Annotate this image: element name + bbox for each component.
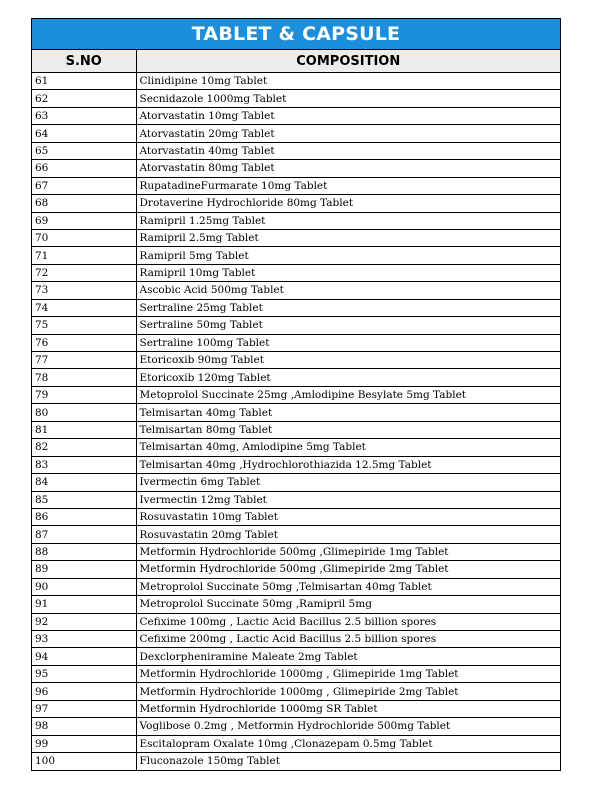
serial-number-cell: 75	[32, 317, 136, 334]
table-row	[32, 648, 560, 665]
serial-number-cell: 74	[32, 299, 136, 316]
composition-cell: Metroprolol Succinate 50mg ,Ramipril 5mg	[136, 596, 560, 613]
serial-number-cell: 73	[32, 282, 136, 299]
composition-cell: Ivermectin 6mg Tablet	[136, 474, 560, 491]
composition-cell: Secnidazole 1000mg Tablet	[136, 90, 560, 107]
composition-cell: Metformin Hydrochloride 500mg ,Glimepiride 1mg Tablet	[136, 543, 560, 560]
composition-cell: Metroprolol Succinate 50mg ,Telmisartan 40mg Tablet	[136, 578, 560, 595]
serial-number-cell: 94	[32, 648, 136, 665]
serial-number-cell: 85	[32, 491, 136, 508]
serial-number-cell: 71	[32, 247, 136, 264]
column-header-composition: COMPOSITION	[136, 50, 560, 73]
table-row	[32, 73, 560, 90]
column-header-sno: S.NO	[32, 50, 136, 73]
page-title: TABLET & CAPSULE	[32, 19, 560, 50]
serial-number-cell: 64	[32, 125, 136, 142]
table-row	[32, 177, 560, 194]
composition-cell: Atorvastatin 80mg Tablet	[136, 160, 560, 177]
serial-number-cell: 80	[32, 404, 136, 421]
composition-cell: Sertraline 100mg Tablet	[136, 334, 560, 351]
composition-cell: Etoricoxib 120mg Tablet	[136, 369, 560, 386]
serial-number-cell: 89	[32, 561, 136, 578]
table-row	[32, 264, 560, 281]
serial-number-cell: 90	[32, 578, 136, 595]
serial-number-cell: 100	[32, 753, 136, 770]
table-row	[32, 700, 560, 717]
composition-cell: Telmisartan 40mg, Amlodipine 5mg Tablet	[136, 439, 560, 456]
composition-cell: Ramipril 1.25mg Tablet	[136, 212, 560, 229]
composition-cell: Ascobic Acid 500mg Tablet	[136, 282, 560, 299]
table-row	[32, 107, 560, 124]
table-row	[32, 631, 560, 648]
serial-number-cell: 93	[32, 631, 136, 648]
product-sheet	[31, 18, 561, 771]
table-row	[32, 369, 560, 386]
composition-cell: Fluconazole 150mg Tablet	[136, 753, 560, 770]
composition-cell: Metformin Hydrochloride 1000mg , Glimepiride 2mg Tablet	[136, 683, 560, 700]
table-row	[32, 142, 560, 159]
table-row	[32, 474, 560, 491]
table-row	[32, 299, 560, 316]
table-row	[32, 90, 560, 107]
table-row	[32, 404, 560, 421]
table-header-row	[32, 50, 560, 73]
table-row	[32, 247, 560, 264]
serial-number-cell: 82	[32, 439, 136, 456]
composition-cell: Cefixime 200mg , Lactic Acid Bacillus 2.5 billion spores	[136, 631, 560, 648]
composition-cell: Atorvastatin 40mg Tablet	[136, 142, 560, 159]
table-row	[32, 212, 560, 229]
composition-cell: Ramipril 5mg Tablet	[136, 247, 560, 264]
serial-number-cell: 68	[32, 195, 136, 212]
table-row	[32, 753, 560, 770]
table-row	[32, 613, 560, 630]
composition-cell: Metformin Hydrochloride 1000mg , Glimepiride 1mg Tablet	[136, 665, 560, 682]
table-row	[32, 578, 560, 595]
serial-number-cell: 65	[32, 142, 136, 159]
table-row	[32, 665, 560, 682]
table-row	[32, 421, 560, 438]
table-row	[32, 718, 560, 735]
composition-cell: Telmisartan 40mg Tablet	[136, 404, 560, 421]
serial-number-cell: 67	[32, 177, 136, 194]
table-row	[32, 125, 560, 142]
composition-cell: Rosuvastatin 20mg Tablet	[136, 526, 560, 543]
table-row	[32, 386, 560, 403]
composition-cell: Escitalopram Oxalate 10mg ,Clonazepam 0.5mg Tablet	[136, 735, 560, 752]
serial-number-cell: 92	[32, 613, 136, 630]
table-row	[32, 317, 560, 334]
composition-cell: Metoprolol Succinate 25mg ,Amlodipine Besylate 5mg Tablet	[136, 386, 560, 403]
serial-number-cell: 84	[32, 474, 136, 491]
composition-cell: Clinidipine 10mg Tablet	[136, 73, 560, 90]
composition-cell: Sertraline 50mg Tablet	[136, 317, 560, 334]
serial-number-cell: 69	[32, 212, 136, 229]
composition-cell: Telmisartan 80mg Tablet	[136, 421, 560, 438]
composition-cell: Telmisartan 40mg ,Hydrochlorothiazida 12.5mg Tablet	[136, 456, 560, 473]
serial-number-cell: 96	[32, 683, 136, 700]
table-row	[32, 334, 560, 351]
composition-cell: Ramipril 10mg Tablet	[136, 264, 560, 281]
serial-number-cell: 86	[32, 508, 136, 525]
composition-table	[32, 50, 560, 770]
table-row	[32, 543, 560, 560]
table-row	[32, 596, 560, 613]
composition-cell: Ivermectin 12mg Tablet	[136, 491, 560, 508]
table-row	[32, 561, 560, 578]
composition-cell: Metformin Hydrochloride 500mg ,Glimepiride 2mg Tablet	[136, 561, 560, 578]
table-row	[32, 195, 560, 212]
table-row	[32, 160, 560, 177]
serial-number-cell: 99	[32, 735, 136, 752]
composition-cell: Cefixime 100mg , Lactic Acid Bacillus 2.5 billion spores	[136, 613, 560, 630]
composition-cell: Atorvastatin 20mg Tablet	[136, 125, 560, 142]
serial-number-cell: 83	[32, 456, 136, 473]
serial-number-cell: 81	[32, 421, 136, 438]
serial-number-cell: 95	[32, 665, 136, 682]
serial-number-cell: 77	[32, 352, 136, 369]
composition-cell: Voglibose 0.2mg , Metformin Hydrochloride 500mg Tablet	[136, 718, 560, 735]
serial-number-cell: 61	[32, 73, 136, 90]
serial-number-cell: 62	[32, 90, 136, 107]
composition-cell: Ramipril 2.5mg Tablet	[136, 229, 560, 246]
serial-number-cell: 78	[32, 369, 136, 386]
table-row	[32, 229, 560, 246]
table-row	[32, 508, 560, 525]
serial-number-cell: 87	[32, 526, 136, 543]
composition-cell: Rosuvastatin 10mg Tablet	[136, 508, 560, 525]
serial-number-cell: 76	[32, 334, 136, 351]
serial-number-cell: 97	[32, 700, 136, 717]
table-row	[32, 282, 560, 299]
composition-cell: Etoricoxib 90mg Tablet	[136, 352, 560, 369]
serial-number-cell: 98	[32, 718, 136, 735]
table-body	[32, 73, 560, 770]
composition-cell: Sertraline 25mg Tablet	[136, 299, 560, 316]
serial-number-cell: 72	[32, 264, 136, 281]
table-row	[32, 352, 560, 369]
table-row	[32, 439, 560, 456]
table-row	[32, 456, 560, 473]
serial-number-cell: 91	[32, 596, 136, 613]
serial-number-cell: 70	[32, 229, 136, 246]
table-row	[32, 683, 560, 700]
serial-number-cell: 63	[32, 107, 136, 124]
composition-cell: Atorvastatin 10mg Tablet	[136, 107, 560, 124]
serial-number-cell: 88	[32, 543, 136, 560]
composition-cell: Drotaverine Hydrochloride 80mg Tablet	[136, 195, 560, 212]
table-row	[32, 526, 560, 543]
composition-cell: RupatadineFurmarate 10mg Tablet	[136, 177, 560, 194]
composition-cell: Metformin Hydrochloride 1000mg SR Tablet	[136, 700, 560, 717]
composition-cell: Dexclorpheniramine Maleate 2mg Tablet	[136, 648, 560, 665]
table-row	[32, 491, 560, 508]
serial-number-cell: 66	[32, 160, 136, 177]
serial-number-cell: 79	[32, 386, 136, 403]
table-row	[32, 735, 560, 752]
